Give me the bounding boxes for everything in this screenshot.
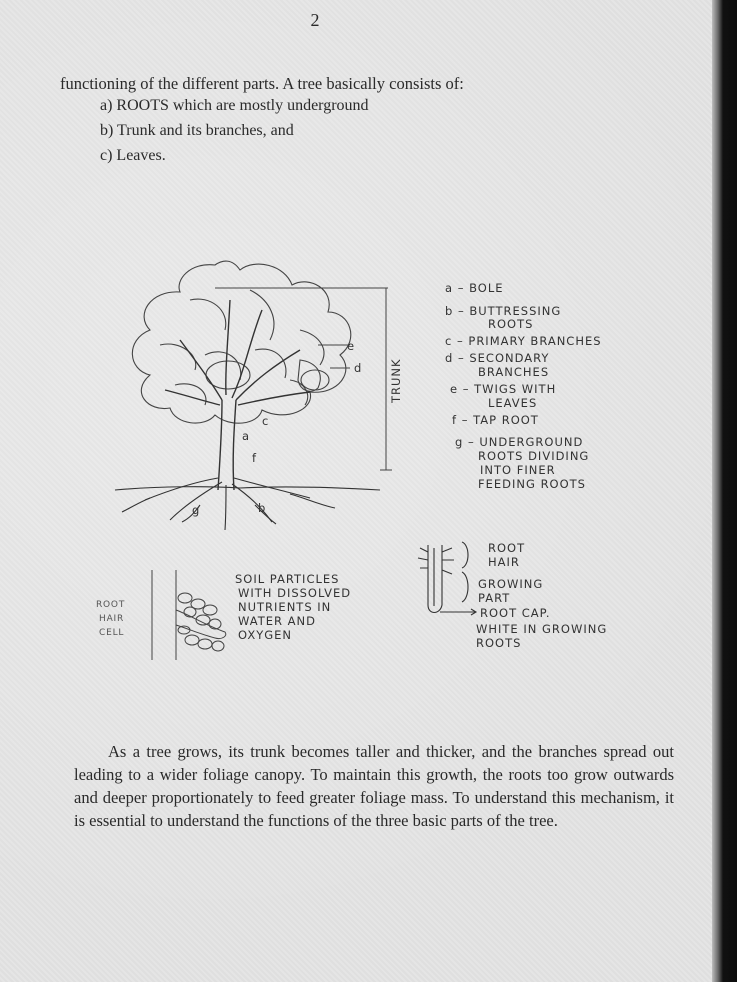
legend-d: d – SECONDARY bbox=[445, 351, 550, 365]
root-cap-label: ROOT CAP. bbox=[480, 606, 551, 620]
soil-label-line: NUTRIENTS IN bbox=[238, 600, 332, 614]
cell-label-line: ROOT bbox=[96, 600, 126, 610]
legend-g-cont2: INTO FINER bbox=[480, 463, 556, 477]
parts-list bbox=[100, 93, 369, 168]
intro-text: functioning of the different parts. A tree basically consists of: bbox=[60, 74, 464, 93]
body-paragraph: As a tree grows, its trunk becomes taller and thicker, and the branches spread out leading to a wider foliage canopy. To maintain this growth, the roots too grow outwards and deeper proportionately to feed greater foliage mass. To understand this mechanism, it is essential to understand the functions of the three basic parts of the tree. bbox=[74, 742, 674, 830]
list-item: b) Trunk and its branches, and bbox=[100, 122, 294, 139]
letter-e: e bbox=[347, 339, 356, 353]
list-item: a) ROOTS which are mostly underground bbox=[100, 97, 369, 114]
cell-label-line: CELL bbox=[99, 628, 125, 638]
legend-e: e – TWIGS WITH bbox=[450, 382, 557, 396]
legend-g-cont3: FEEDING ROOTS bbox=[478, 477, 586, 491]
trunk-label: TRUNK bbox=[389, 358, 403, 403]
legend-g: g – UNDERGROUND bbox=[455, 435, 584, 449]
soil-label-line: SOIL PARTICLES bbox=[235, 572, 340, 586]
growing-part-label: PART bbox=[478, 591, 511, 605]
legend-b-cont: ROOTS bbox=[488, 317, 534, 331]
cell-label-line: HAIR bbox=[99, 614, 125, 624]
legend-d-cont: BRANCHES bbox=[478, 365, 550, 379]
soil-label-line: WATER AND bbox=[238, 614, 316, 628]
root-hair-label: HAIR bbox=[488, 555, 520, 569]
list-item: c) Leaves. bbox=[100, 147, 166, 164]
legend-e-cont: LEAVES bbox=[488, 396, 538, 410]
legend-a: a – BOLE bbox=[445, 281, 504, 295]
legend-f: f – TAP ROOT bbox=[452, 413, 539, 427]
page-number: 2 bbox=[310, 10, 320, 30]
root-cap-label: ROOTS bbox=[476, 636, 522, 650]
legend-g-cont1: ROOTS DIVIDING bbox=[478, 449, 590, 463]
letter-b: b bbox=[258, 501, 267, 515]
growing-part-label: GROWING bbox=[478, 577, 544, 591]
page-edge-shadow bbox=[712, 0, 737, 982]
soil-label-line: OXYGEN bbox=[238, 628, 292, 642]
legend-c: c – PRIMARY BRANCHES bbox=[445, 334, 602, 348]
soil-label-line: WITH DISSOLVED bbox=[238, 586, 352, 600]
root-cap-label: WHITE IN GROWING bbox=[476, 622, 608, 636]
letter-d: d bbox=[354, 361, 363, 375]
letter-f: f bbox=[252, 451, 258, 465]
letter-a: a bbox=[242, 429, 251, 443]
legend-b: b – BUTTRESSING bbox=[445, 304, 562, 318]
root-hair-label: ROOT bbox=[488, 541, 526, 555]
letter-g: g bbox=[192, 503, 201, 517]
letter-c: c bbox=[262, 414, 270, 428]
